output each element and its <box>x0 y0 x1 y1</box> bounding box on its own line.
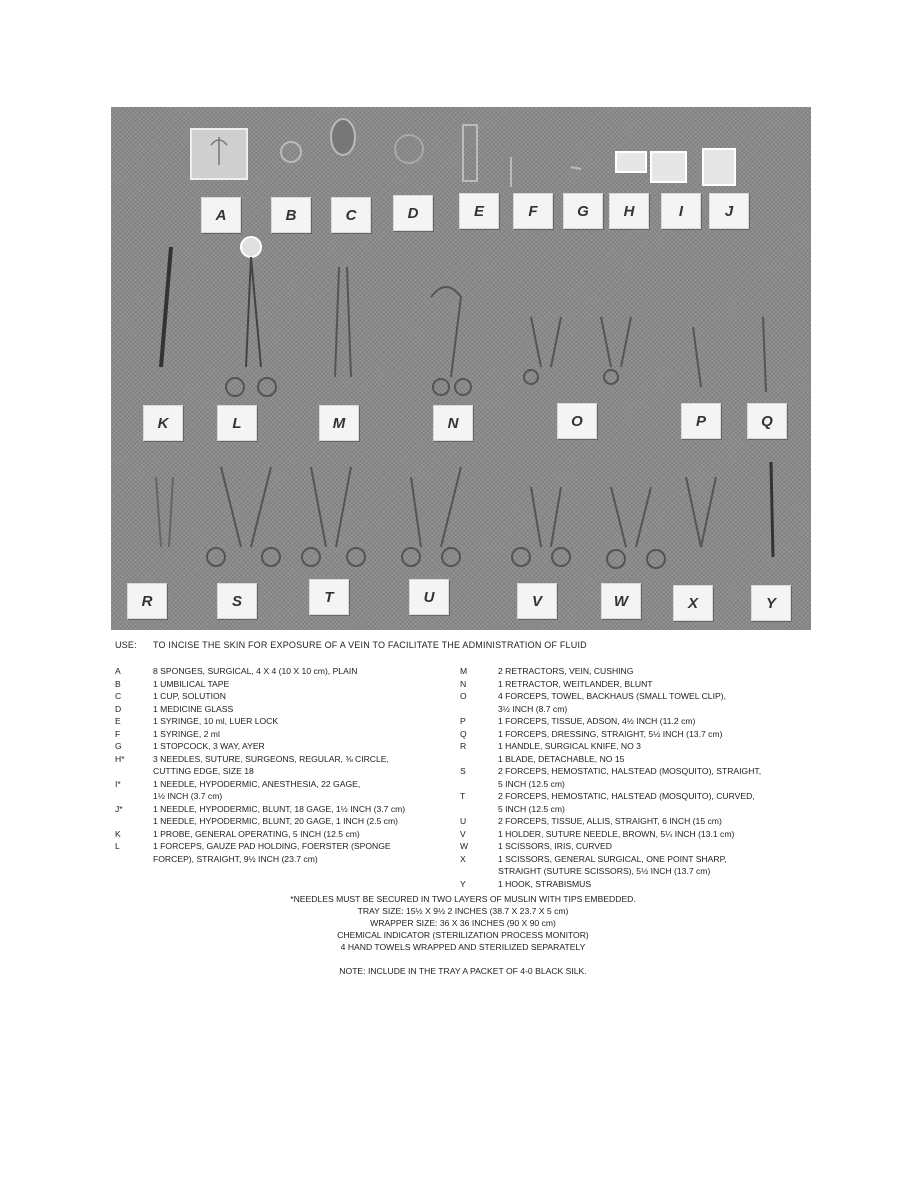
tag-h: H <box>609 193 649 229</box>
tag-o: O <box>557 403 597 439</box>
item-text: 1 BLADE, DETACHABLE, NO 15 <box>498 753 625 764</box>
list-item <box>115 790 455 803</box>
tag-q: Q <box>747 403 787 439</box>
item-text: 1 FORCEPS, GAUZE PAD HOLDING, FOERSTER (SPONGE <box>153 841 391 851</box>
tag-w: W <box>601 583 641 619</box>
note-line: WRAPPER SIZE: 36 X 36 INCHES (90 X 90 cm) <box>370 918 556 928</box>
list-item <box>115 678 455 691</box>
list-item <box>460 728 820 741</box>
tag-g: G <box>563 193 603 229</box>
list-item <box>460 853 820 866</box>
item-text: 1 RETRACTOR, WEITLANDER, BLUNT <box>498 678 653 689</box>
tag-y: Y <box>751 585 791 621</box>
item-text: 2 FORCEPS, HEMOSTATIC, HALSTEAD (MOSQUITO), CURVED, <box>498 791 755 801</box>
list-item <box>115 715 455 728</box>
item-code: R <box>460 741 467 751</box>
list-item <box>460 840 820 853</box>
item-code: K <box>115 828 121 839</box>
tag-k: K <box>143 405 183 441</box>
item-code: C <box>115 691 122 701</box>
tag-p: P <box>681 403 721 439</box>
item-code: D <box>115 703 122 714</box>
list-item <box>460 690 820 703</box>
tray-notes <box>115 893 811 953</box>
instrument-illustration <box>111 107 811 630</box>
item-code: P <box>460 716 466 726</box>
item-code <box>460 703 498 716</box>
item-code: O <box>460 691 467 701</box>
tag-s: S <box>217 583 257 619</box>
item-text: 1 SYRINGE, 10 ml, LUER LOCK <box>153 716 279 726</box>
item-code <box>460 803 498 816</box>
item-code: W <box>460 841 469 851</box>
item-code: X <box>460 853 466 864</box>
note-line: *NEEDLES MUST BE SECURED IN TWO LAYERS OF MUSLIN WITH TIPS EMBEDDED. <box>290 894 636 904</box>
use-statement <box>115 640 587 650</box>
tag-c: C <box>331 197 371 233</box>
list-item <box>115 765 455 778</box>
item-code: T <box>460 791 466 801</box>
note-line: CHEMICAL INDICATOR (STERILIZATION PROCESS MONITOR) <box>337 930 589 940</box>
item-code: V <box>460 828 466 839</box>
list-item <box>460 803 820 816</box>
list-item <box>460 753 820 766</box>
list-item <box>115 753 455 766</box>
list-item <box>460 740 820 753</box>
item-code: E <box>115 716 121 726</box>
list-item <box>460 865 820 878</box>
item-text: 1 MEDICINE GLASS <box>153 703 234 714</box>
tag-v: V <box>517 583 557 619</box>
item-code: S <box>460 766 466 776</box>
item-text: 2 FORCEPS, TISSUE, ALLIS, STRAIGHT, 6 INCH (15 cm) <box>498 816 722 826</box>
item-text: 1 HOLDER, SUTURE NEEDLE, BROWN, 5¼ INCH (13.1 cm) <box>498 828 735 839</box>
item-code: J* <box>115 803 123 814</box>
item-code: H* <box>115 753 125 764</box>
item-text: 3 NEEDLES, SUTURE, SURGEONS, REGULAR, ⅜ CIRCLE, <box>153 753 389 764</box>
tag-x: X <box>673 585 713 621</box>
tag-a: A <box>201 197 241 233</box>
list-item <box>460 665 820 678</box>
final-note: NOTE: INCLUDE IN THE TRAY A PACKET OF 4-0 BLACK SILK. <box>339 966 587 976</box>
right-item-list <box>460 665 820 890</box>
tag-n: N <box>433 405 473 441</box>
list-item <box>115 815 455 828</box>
item-code <box>460 753 498 766</box>
tag-t: T <box>309 579 349 615</box>
note-line: 4 HAND TOWELS WRAPPED AND STERILIZED SEPARATELY <box>340 942 586 952</box>
list-item <box>115 778 455 791</box>
item-code: U <box>460 816 467 826</box>
list-item <box>115 703 455 716</box>
item-text: 2 FORCEPS, HEMOSTATIC, HALSTEAD (MOSQUITO), STRAIGHT, <box>498 766 762 776</box>
list-item <box>115 853 455 866</box>
list-item <box>460 678 820 691</box>
list-item <box>115 828 455 841</box>
item-code: I* <box>115 778 121 789</box>
item-text: FORCEP), STRAIGHT, 9½ INCH (23.7 cm) <box>153 853 318 864</box>
item-text: 1 FORCEPS, TISSUE, ADSON, 4½ INCH (11.2 cm) <box>498 716 696 726</box>
item-code: B <box>115 678 121 689</box>
item-code: G <box>115 741 122 751</box>
list-item <box>460 715 820 728</box>
item-code: L <box>115 841 120 851</box>
tag-u: U <box>409 579 449 615</box>
item-text: 1 SYRINGE, 2 ml <box>153 728 220 739</box>
list-item <box>115 803 455 816</box>
item-text: 1 HOOK, STRABISMUS <box>498 878 592 889</box>
list-item <box>460 828 820 841</box>
item-code: M <box>460 666 468 676</box>
item-code <box>460 865 498 878</box>
tag-i: I <box>661 193 701 229</box>
list-item <box>460 765 820 778</box>
instrument-tray-photo <box>111 107 811 630</box>
list-item <box>115 840 455 853</box>
list-item <box>115 740 455 753</box>
tag-r: R <box>127 583 167 619</box>
tag-m: M <box>319 405 359 441</box>
item-code <box>115 790 153 803</box>
left-item-list <box>115 665 455 865</box>
use-text: TO INCISE THE SKIN FOR EXPOSURE OF A VEIN TO FACILITATE THE ADMINISTRATION OF FLUID <box>153 640 587 650</box>
item-text: 1 NEEDLE, HYPODERMIC, BLUNT, 20 GAGE, 1 INCH (2.5 cm) <box>153 816 398 826</box>
item-text: 1 NEEDLE, HYPODERMIC, BLUNT, 18 GAGE, 1½ INCH (3.7 cm) <box>153 803 406 814</box>
tag-l: L <box>217 405 257 441</box>
list-item <box>115 665 455 678</box>
item-text: 1 UMBILICAL TAPE <box>153 678 230 689</box>
item-text: 1 STOPCOCK, 3 WAY, AYER <box>153 741 265 751</box>
item-code: Y <box>460 878 466 889</box>
item-text: 1½ INCH (3.7 cm) <box>153 791 223 801</box>
item-code <box>115 765 153 778</box>
item-code <box>115 853 153 866</box>
item-text: 1 SCISSORS, IRIS, CURVED <box>498 841 612 851</box>
tag-f: F <box>513 193 553 229</box>
item-code: F <box>115 728 121 739</box>
item-text: 1 CUP, SOLUTION <box>153 691 226 701</box>
item-text: CUTTING EDGE, SIZE 18 <box>153 766 254 776</box>
item-code: A <box>115 666 121 676</box>
item-text: 1 NEEDLE, HYPODERMIC, ANESTHESIA, 22 GAGE, <box>153 778 361 789</box>
list-item <box>115 728 455 741</box>
item-code: Q <box>460 728 467 739</box>
item-text: STRAIGHT (SUTURE SCISSORS), 5½ INCH (13.7 cm) <box>498 866 711 876</box>
item-code <box>115 815 153 828</box>
item-text: 1 HANDLE, SURGICAL KNIFE, NO 3 <box>498 741 641 751</box>
tag-d: D <box>393 195 433 231</box>
note-line: TRAY SIZE: 15½ X 9½ 2 INCHES (38.7 X 23.7 X 5 cm) <box>357 906 569 916</box>
item-text: 3½ INCH (8.7 cm) <box>498 703 568 714</box>
item-text: 5 INCH (12.5 cm) <box>498 778 565 789</box>
tag-e: E <box>459 193 499 229</box>
list-item <box>460 790 820 803</box>
item-text: 5 INCH (12.5 cm) <box>498 803 565 814</box>
item-code: N <box>460 678 467 689</box>
list-item <box>460 778 820 791</box>
item-text: 1 FORCEPS, DRESSING, STRAIGHT, 5½ INCH (13.7 cm) <box>498 728 723 739</box>
tag-b: B <box>271 197 311 233</box>
list-item <box>460 878 820 891</box>
item-text: 1 SCISSORS, GENERAL SURGICAL, ONE POINT SHARP, <box>498 853 727 864</box>
use-label: USE: <box>115 640 137 650</box>
item-text: 4 FORCEPS, TOWEL, BACKHAUS (SMALL TOWEL CLIP), <box>498 691 726 701</box>
item-text: 2 RETRACTORS, VEIN, CUSHING <box>498 666 634 676</box>
list-item <box>115 690 455 703</box>
item-text: 8 SPONGES, SURGICAL, 4 X 4 (10 X 10 cm), PLAIN <box>153 666 358 676</box>
list-item <box>460 703 820 716</box>
item-text: 1 PROBE, GENERAL OPERATING, 5 INCH (12.5 cm) <box>153 828 360 839</box>
tag-j: J <box>709 193 749 229</box>
list-item <box>460 815 820 828</box>
item-code <box>460 778 498 791</box>
